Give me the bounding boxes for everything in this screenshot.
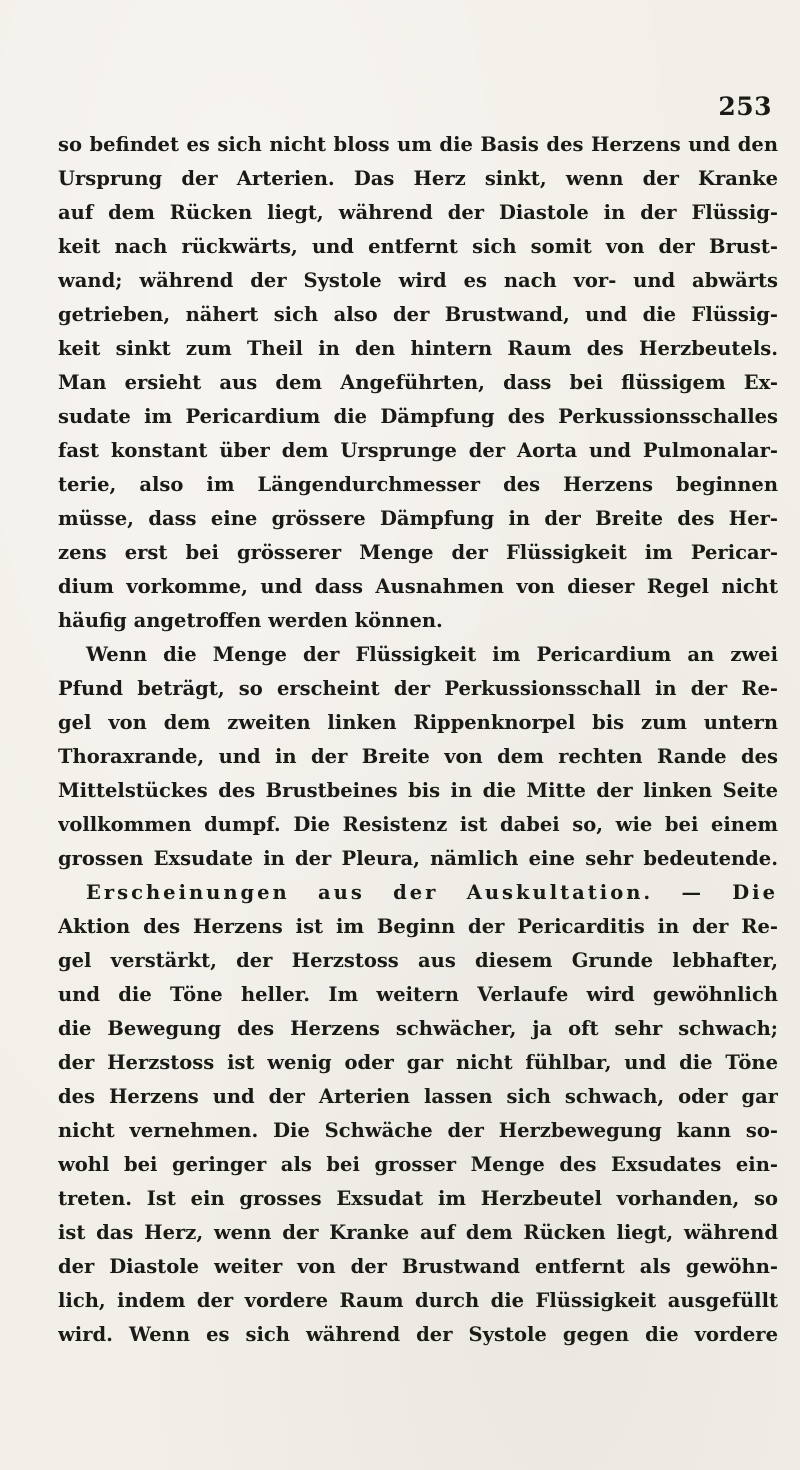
- text-line: grossen Exsudate in der Pleura, nämlich eine sehr bedeutende.: [58, 847, 778, 870]
- text-line: zens erst bei grösserer Menge der Flüssigkeit im Pericar-: [58, 541, 778, 564]
- text-line: Mittelstückes des Brustbeines bis in die Mitte der linken Seite: [58, 779, 778, 802]
- text-line: der Herzstoss ist wenig oder gar nicht fühlbar, und die Töne: [58, 1051, 778, 1074]
- text-line: Aktion des Herzens ist im Beginn der Pericarditis in der Re-: [58, 915, 778, 938]
- text-line: getrieben, nähert sich also der Brustwand, und die Flüssig-: [58, 303, 778, 326]
- text-line: gel verstärkt, der Herzstoss aus diesem Grunde lebhafter,: [58, 949, 778, 972]
- text-line: keit nach rückwärts, und entfernt sich somit von der Brust-: [58, 235, 778, 258]
- text-line: sudate im Pericardium die Dämpfung des Perkussionsschalles: [58, 405, 778, 428]
- text-line: auf dem Rücken liegt, während der Diastole in der Flüssig-: [58, 201, 778, 224]
- text-line: treten. Ist ein grosses Exsudat im Herzbeutel vorhanden, so: [58, 1187, 778, 1210]
- page-number: 253: [718, 92, 772, 121]
- text-line: nicht vernehmen. Die Schwäche der Herzbewegung kann so-: [58, 1119, 778, 1142]
- text-line: und die Töne heller. Im weitern Verlaufe wird gewöhnlich: [58, 983, 778, 1006]
- text-line: müsse, dass eine grössere Dämpfung in der Breite des Her-: [58, 507, 778, 530]
- text-line: Pfund beträgt, so erscheint der Perkussionsschall in der Re-: [58, 677, 778, 700]
- text-line: gel von dem zweiten linken Rippenknorpel bis zum untern: [58, 711, 778, 734]
- text-line: lich, indem der vordere Raum durch die Flüssigkeit ausgefüllt: [58, 1289, 778, 1312]
- text-line: keit sinkt zum Theil in den hintern Raum des Herzbeutels.: [58, 337, 778, 360]
- text-line: wand; während der Systole wird es nach vor- und abwärts: [58, 269, 778, 292]
- text-line: dium vorkomme, und dass Ausnahmen von dieser Regel nicht: [58, 575, 778, 598]
- text-line: Thoraxrande, und in der Breite von dem rechten Rande des: [58, 745, 778, 768]
- text-line: die Bewegung des Herzens schwächer, ja oft sehr schwach;: [58, 1017, 778, 1040]
- body-text: [58, 128, 778, 1352]
- text-line: ist das Herz, wenn der Kranke auf dem Rücken liegt, während: [58, 1221, 778, 1244]
- section-heading-line: Erscheinungen aus der Auskultation. — Die: [86, 881, 778, 904]
- text-line: wird. Wenn es sich während der Systole gegen die vordere: [58, 1323, 778, 1346]
- text-line: Man ersieht aus dem Angeführten, dass bei flüssigem Ex-: [58, 371, 778, 394]
- text-line: terie, also im Längendurchmesser des Herzens beginnen: [58, 473, 778, 496]
- text-line: häufig angetroffen werden können.: [58, 609, 443, 632]
- text-line: der Diastole weiter von der Brustwand entfernt als gewöhn-: [58, 1255, 778, 1278]
- text-line: Ursprung der Arterien. Das Herz sinkt, wenn der Kranke: [58, 167, 778, 190]
- paragraph-start-line: Wenn die Menge der Flüssigkeit im Pericardium an zwei: [86, 643, 778, 666]
- text-line: fast konstant über dem Ursprunge der Aorta und Pulmonalar-: [58, 439, 778, 462]
- text-line: vollkommen dumpf. Die Resistenz ist dabei so, wie bei einem: [58, 813, 778, 836]
- text-line: so befindet es sich nicht bloss um die Basis des Herzens und den: [58, 133, 778, 156]
- text-line: des Herzens und der Arterien lassen sich schwach, oder gar: [58, 1085, 778, 1108]
- text-line: wohl bei geringer als bei grosser Menge des Exsudates ein-: [58, 1153, 778, 1176]
